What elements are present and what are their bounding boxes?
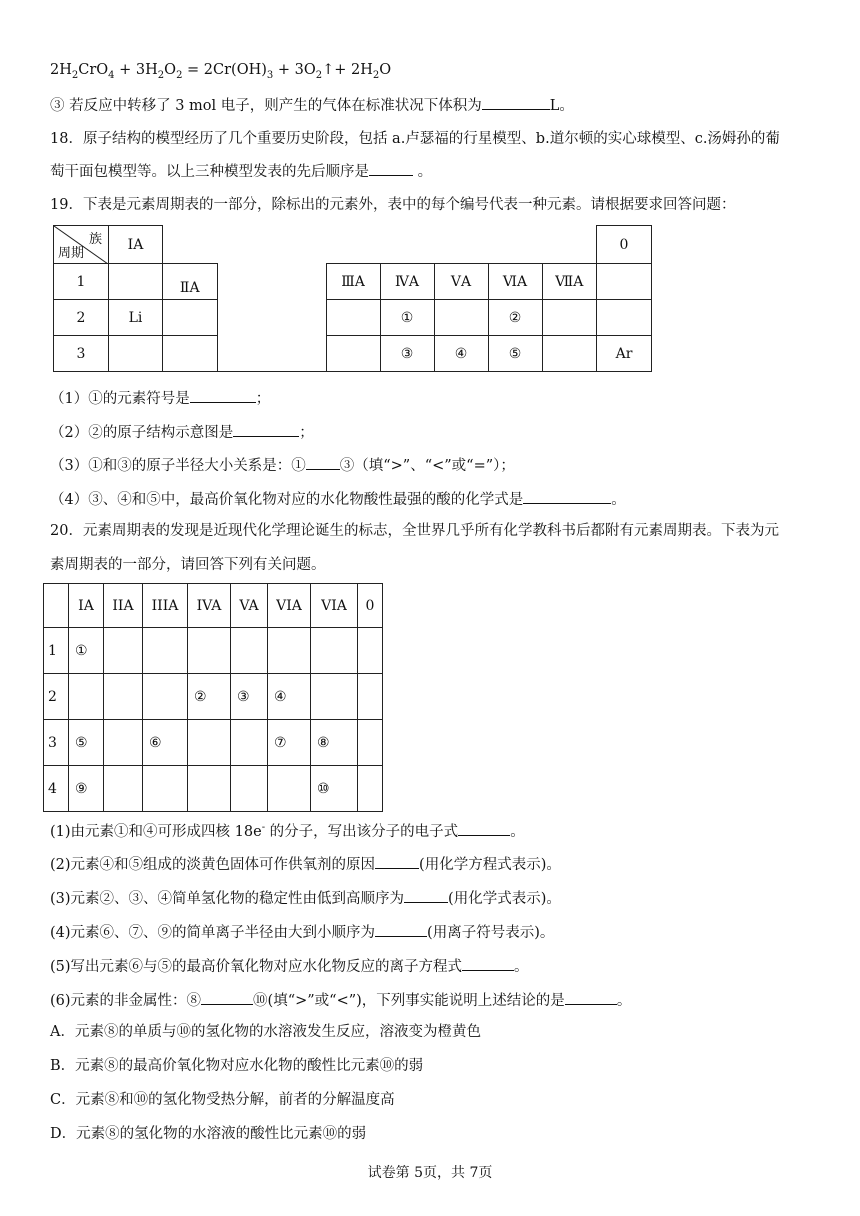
table-corner (54, 226, 109, 264)
group-header: IIA (104, 584, 143, 628)
period-number: 2 (44, 674, 69, 720)
q20-sub5: (5)写出元素⑥与⑤的最高价氧化物对应水化物反应的离子方程式 。 (50, 955, 529, 977)
option-d[interactable]: D．元素⑧的氢化物的水溶液的酸性比元素⑩的弱 (50, 1126, 367, 1142)
element-cell: ② (488, 300, 542, 336)
element-cell: Li (109, 300, 163, 336)
q20-sub3: (3)元素②、③、④简单氢化物的稳定性由低到高顺序为 (用化学式表示)。 (50, 887, 561, 909)
group-header: 0 (597, 226, 652, 264)
element-cell: ③ (380, 336, 434, 372)
element-cell: ② (188, 674, 231, 720)
answer-blank[interactable] (190, 387, 256, 403)
answer-blank[interactable] (233, 421, 299, 437)
element-cell (104, 720, 143, 766)
element-cell (358, 674, 383, 720)
q20-line1: 20．元素周期表的发现是近现代化学理论诞生的标志，全世界几乎所有化学教科书后都附有元素周期表。下表为元 (50, 523, 779, 539)
answer-blank[interactable] (458, 820, 510, 836)
answer-blank[interactable] (201, 989, 253, 1005)
group-header: ⅦA (542, 264, 597, 300)
q20-sub6: (6)元素的非金属性：⑧ ⑩(填“>”或“<”)，下列事实能说明上述结论的是 。 (50, 989, 631, 1011)
answer-blank[interactable] (375, 921, 427, 937)
group-header: ⅡA (163, 264, 218, 300)
element-cell: ④ (434, 336, 488, 372)
answer-blank[interactable] (404, 887, 448, 903)
element-cell (188, 720, 231, 766)
page-footer: 试卷第 5页，共 7页 (367, 1165, 493, 1181)
group-header: VIA (268, 584, 311, 628)
element-cell (104, 674, 143, 720)
q19-sub2: （2）②的原子结构示意图是 ； (50, 421, 314, 443)
answer-blank[interactable] (375, 853, 419, 869)
element-cell: Ar (597, 336, 652, 372)
group-header: ⅤA (434, 264, 488, 300)
element-cell (143, 674, 188, 720)
element-cell (268, 628, 311, 674)
period-number: 2 (54, 300, 109, 336)
chemical-equation: $2H_2CrO_4 + 3H_2O_2 = 2Cr(OH)_3$ + $3O_2↑+ 2H_2O$ (50, 62, 392, 81)
group-header: IVA (188, 584, 231, 628)
element-cell (268, 766, 311, 812)
element-cell (143, 628, 188, 674)
element-cell: ⑨ (69, 766, 104, 812)
table-row (44, 720, 383, 766)
table-row (44, 766, 383, 812)
element-cell (104, 628, 143, 674)
element-cell (143, 766, 188, 812)
table-corner (44, 584, 69, 628)
element-cell: ⑧ (311, 720, 358, 766)
period-number: 4 (44, 766, 69, 812)
element-cell (231, 628, 268, 674)
element-cell (188, 766, 231, 812)
answer-blank[interactable] (565, 989, 617, 1005)
group-header: IIIA (143, 584, 188, 628)
answer-blank[interactable] (462, 955, 514, 971)
element-cell: ③ (231, 674, 268, 720)
option-a[interactable]: A．元素⑧的单质与⑩的氢化物的水溶液发生反应，溶液变为橙黄色 (50, 1024, 481, 1040)
q19-sub4: （4）③、④和⑤中，最高价氧化物对应的水化物酸性最强的酸的化学式是 。 (50, 488, 626, 510)
element-cell: ① (380, 300, 434, 336)
q20-sub1: (1)由元素①和④可形成四核 18e- 的分子，写出该分子的电子式 。 (50, 820, 525, 842)
q20-line2: 素周期表的一部分，请回答下列有关问题。 (50, 557, 326, 573)
group-header: VA (231, 584, 268, 628)
group-header: 0 (358, 584, 383, 628)
element-cell (358, 766, 383, 812)
option-b[interactable]: B．元素⑧的最高价氧化物对应水化物的酸性比元素⑩的弱 (50, 1058, 424, 1074)
answer-blank[interactable] (523, 488, 611, 504)
table-row (44, 674, 383, 720)
q18-line1: 18．原子结构的模型经历了几个重要历史阶段，包括 a.卢瑟福的行星模型、b.道尔顿的实心球模型、c.汤姆孙的葡 (50, 131, 780, 147)
period-number: 1 (54, 264, 109, 300)
element-cell (69, 674, 104, 720)
element-cell: ⑤ (69, 720, 104, 766)
element-cell (311, 628, 358, 674)
q19-sub1: （1）①的元素符号是 ； (50, 387, 270, 409)
group-header: VIA (311, 584, 358, 628)
answer-blank[interactable] (306, 454, 340, 470)
answer-blank[interactable] (482, 94, 550, 110)
q19-periodic-table (53, 225, 652, 372)
element-cell (231, 720, 268, 766)
group-header: IA (69, 584, 104, 628)
element-cell: ⑤ (488, 336, 542, 372)
element-cell: ⑦ (268, 720, 311, 766)
period-number: 1 (44, 628, 69, 674)
element-cell: ⑥ (143, 720, 188, 766)
option-c[interactable]: C．元素⑧和⑩的氢化物受热分解，前者的分解温度高 (50, 1092, 395, 1108)
element-cell (104, 766, 143, 812)
group-header: ⅠA (109, 226, 163, 264)
element-cell (358, 628, 383, 674)
period-number: 3 (44, 720, 69, 766)
q19-intro: 19．下表是元素周期表的一部分，除标出的元素外，表中的每个编号代表一种元素。请根据要求回答问题： (50, 197, 736, 213)
q20-periodic-table (43, 583, 383, 812)
period-label: 周期 (58, 246, 85, 261)
q20-sub2: (2)元素④和⑤组成的淡黄色固体可作供氧剂的原因 (用化学方程式表示)。 (50, 853, 561, 875)
group-label: 族 (88, 232, 102, 247)
q20-sub4: (4)元素⑥、⑦、⑨的简单离子半径由大到小顺序为 (用离子符号表示)。 (50, 921, 554, 943)
element-cell (358, 720, 383, 766)
group-header: ⅢA (326, 264, 380, 300)
element-cell (231, 766, 268, 812)
table-row (44, 628, 383, 674)
q19-sub3: （3）①和③的原子半径大小关系是：① ③（填“>”、“<”或“=”）； (50, 454, 515, 476)
element-cell: ⑩ (311, 766, 358, 812)
q17-part3: ③ 若反应中转移了 3 mol 电子，则产生的气体在标准状况下体积为 L。 (50, 94, 574, 116)
period-number: 3 (54, 336, 109, 372)
q18-line2: 萄干面包模型等。以上三种模型发表的先后顺序是 。 (50, 160, 432, 182)
element-cell: ① (69, 628, 104, 674)
answer-blank[interactable] (369, 160, 413, 176)
element-cell (188, 628, 231, 674)
group-header: ⅣA (380, 264, 434, 300)
group-header: ⅥA (488, 264, 542, 300)
element-cell: ④ (268, 674, 311, 720)
element-cell (311, 674, 358, 720)
